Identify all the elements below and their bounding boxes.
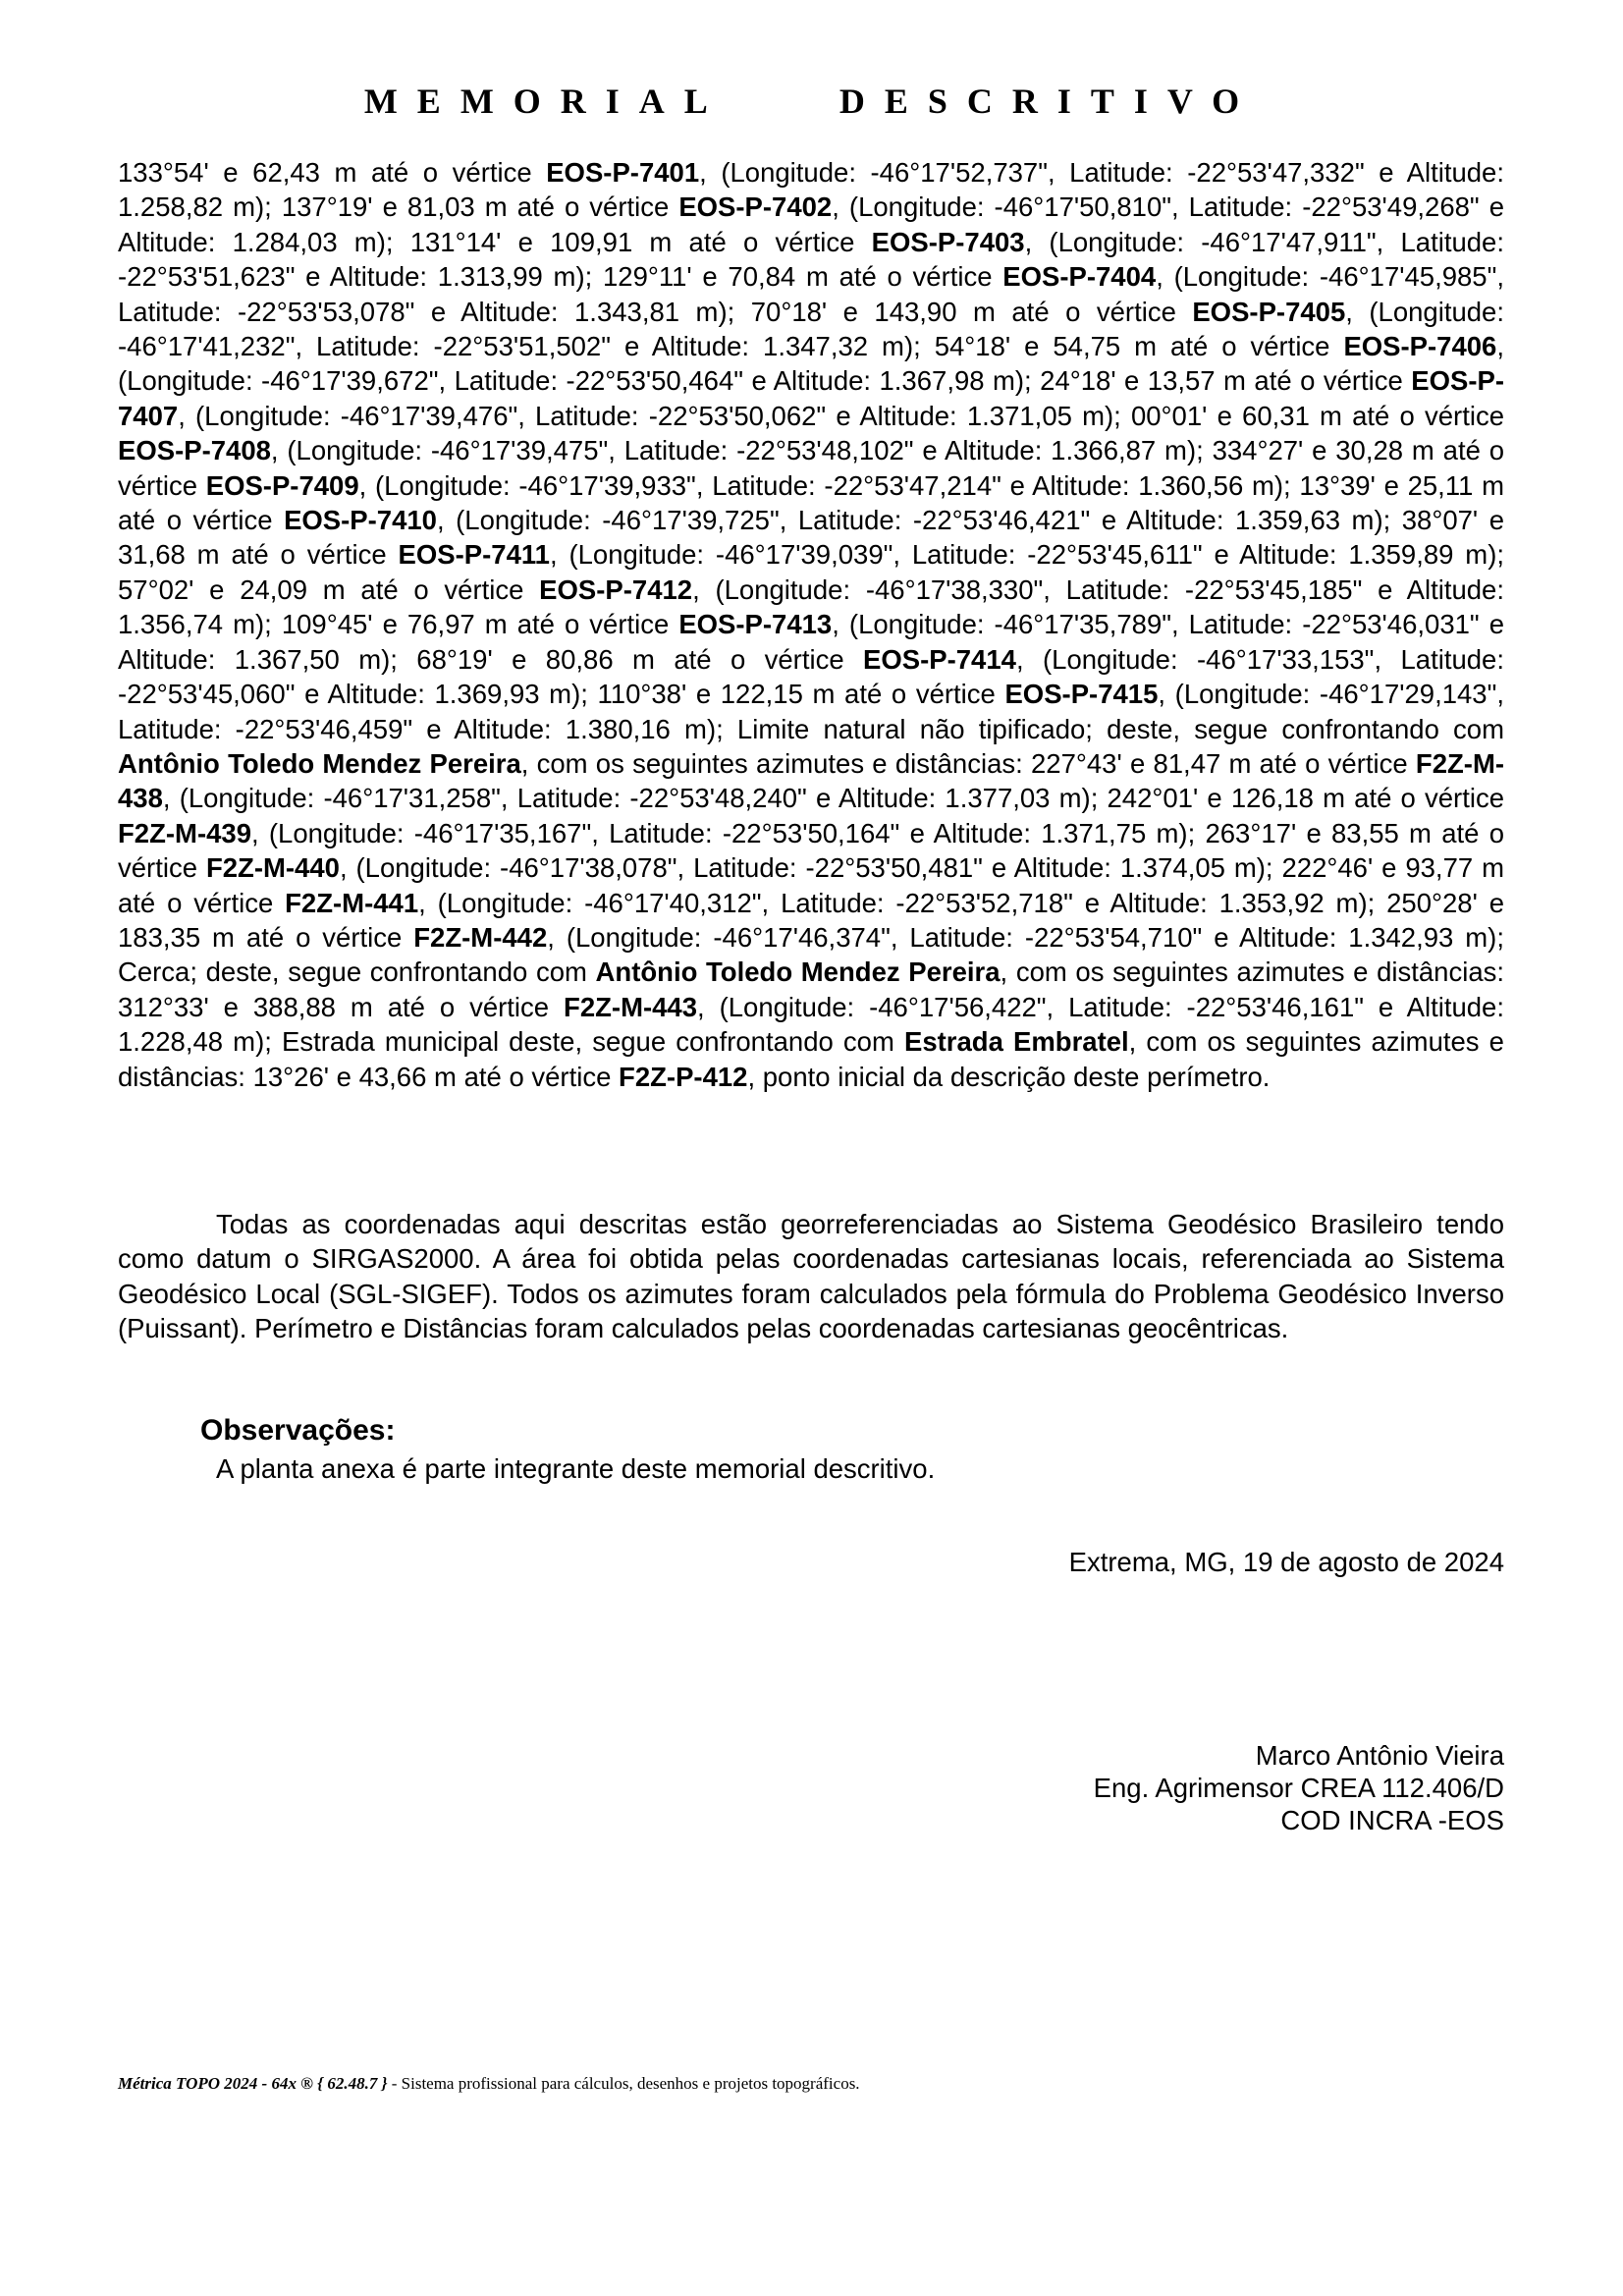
text-run: , (Longitude: -46°17'39,933", Latitude: -22°53'47,214" e Altitude: 1.360,56 m); 13°39' e 25,11 m até o vértice	[118, 469, 1505, 536]
text-run: , (Longitude: -46°17'35,789", Latitude: -22°53'46,031" e Altitude: 1.367,50 m); 68°19' e 80,86 m até o vértice	[118, 609, 1504, 675]
signature-block	[1094, 1739, 1504, 1836]
bold-term: F2Z-M-439	[118, 817, 251, 848]
text-run: , (Longitude: -46°17'33,153", Latitude: -22°53'45,060" e Altitude: 1.369,93 m); 110°38' e 122,15 m até o vértice	[118, 643, 1504, 710]
text-run: , (Longitude: -46°17'38,330", Latitude: -22°53'45,185" e Altitude: 1.356,74 m); 109°45' e 76,97 m até o vértice	[118, 574, 1504, 640]
bold-term: EOS-P-7411	[398, 539, 550, 571]
bold-term: F2Z-M-438	[118, 747, 1505, 814]
bold-term: EOS-P-7412	[539, 574, 693, 605]
text-run: , (Longitude: -46°17'39,672", Latitude: -22°53'50,464" e Altitude: 1.367,98 m); 24°18' e 13,57 m até o vértice	[118, 331, 1504, 397]
text-run: , (Longitude: -46°17'40,312", Latitude: -22°53'52,718" e Altitude: 1.353,92 m); 250°28' e 183,35 m até o vértice	[118, 887, 1504, 953]
bold-term: F2Z-M-443	[564, 991, 698, 1022]
bold-term: EOS-P-7409	[205, 469, 359, 501]
bold-term: Estrada Embratel	[903, 1026, 1129, 1058]
signer-name: Marco Antônio Vieira	[1255, 1740, 1504, 1771]
signer-code: COD INCRA -EOS	[1280, 1805, 1504, 1835]
text-run: , (Longitude: -46°17'39,039", Latitude: -22°53'45,611" e Altitude: 1.359,89 m); 57°02' e 24,09 m até o vértice	[118, 539, 1504, 605]
bold-term: Antônio Toledo Mendez Pereira	[595, 957, 1001, 988]
observations-text: A planta anexa é parte integrante deste memorial descritivo.	[216, 1453, 936, 1484]
text-run: , (Longitude: -46°17'38,078", Latitude: -22°53'50,481" e Altitude: 1.374,05 m); 222°46' e 93,77 m até o vértice	[118, 852, 1505, 918]
footer-text: - Sistema profissional para cálculos, desenhos e projetos topográficos.	[387, 2074, 860, 2093]
perimeter-description	[118, 155, 1504, 1094]
bold-term: F2Z-M-442	[413, 921, 548, 953]
bold-term: EOS-P-7407	[118, 365, 1504, 431]
footer-brand: Métrica TOPO 2024 - 64x ® { 62.48.7 }	[118, 2074, 388, 2093]
bold-term: EOS-P-7401	[546, 157, 700, 188]
text-run: , (Longitude: -46°17'35,167", Latitude: -22°53'50,164" e Altitude: 1.371,75 m); 263°17' e 83,55 m até o vértice	[118, 817, 1504, 884]
bold-term: EOS-P-7408	[118, 435, 271, 466]
observations-heading: Observações:	[200, 1414, 396, 1447]
bold-term: EOS-P-7410	[284, 505, 437, 536]
signer-role: Eng. Agrimensor CREA 112.406/D	[1093, 1773, 1504, 1803]
text-run: , (Longitude: -46°17'50,810", Latitude: -22°53'49,268" e Altitude: 1.284,03 m); 131°14' e 109,91 m até o vértice	[118, 191, 1504, 257]
text-run: , com os seguintes azimutes e distâncias: 13°26' e 43,66 m até o vértice	[118, 1026, 1504, 1092]
text-run: , (Longitude: -46°17'56,422", Latitude: -22°53'46,161" e Altitude: 1.228,48 m); Estrada municipal deste, segue confrontando com	[118, 991, 1504, 1058]
bold-term: F2Z-M-440	[205, 852, 340, 884]
bold-term: EOS-P-7415	[1004, 679, 1159, 710]
bold-term: EOS-P-7406	[1343, 331, 1497, 362]
text-run: , (Longitude: -46°17'46,374", Latitude: -22°53'54,710" e Altitude: 1.342,93 m); Cerca; deste, segue confrontando com	[118, 921, 1504, 988]
bold-term: EOS-P-7413	[678, 609, 833, 640]
document-title: MEMORIAL DESCRITIVO	[363, 82, 1260, 121]
text-run: , com os seguintes azimutes e distâncias: 312°33' e 388,88 m até o vértice	[118, 957, 1504, 1022]
georeference-paragraph: Todas as coordenadas aqui descritas estão georreferenciadas ao Sistema Geodésico Brasileiro tendo como datum o SIRGAS2000. A área foi obtida pelas coordenadas cartesianas locais, referenciada ao Sistema Geodésico Local (SGL-SIGEF). Todos os azimutes foram calculados pela fórmula do Problema Geodésico Inverso (Puissant). Perímetro e Distâncias foram calculados pelas coordenadas cartesianas geocêntricas.	[118, 1209, 1504, 1344]
bold-term: F2Z-M-441	[285, 887, 419, 918]
text-run: , (Longitude: -46°17'31,258", Latitude: -22°53'48,240" e Altitude: 1.377,03 m); 242°01' e 126,18 m até o vértice	[162, 783, 1504, 814]
text-run: , ponto inicial da descrição deste perímetro.	[747, 1061, 1271, 1092]
text-run: , (Longitude: -46°17'29,143", Latitude: -22°53'46,459" e Altitude: 1.380,16 m); Limite natural não tipificado; deste, segue confrontando com	[118, 679, 1505, 744]
bold-term: F2Z-P-412	[619, 1061, 748, 1092]
bold-term: EOS-P-7404	[1002, 261, 1157, 293]
bold-term: EOS-P-7403	[871, 226, 1025, 257]
text-run: , (Longitude: -46°17'41,232", Latitude: -22°53'51,502" e Altitude: 1.347,32 m); 54°18' e 54,75 m até o vértice	[118, 296, 1504, 362]
text-run: , (Longitude: -46°17'45,985", Latitude: -22°53'53,078" e Altitude: 1.343,81 m); 70°18' e 143,90 m até o vértice	[118, 261, 1504, 327]
text-run: , (Longitude: -46°17'39,476", Latitude: -22°53'50,062" e Altitude: 1.371,05 m); 00°01' e 60,31 m até o vértice	[178, 400, 1504, 431]
text-run: 133°54' e 62,43 m até o vértice	[118, 157, 547, 188]
text-run: , (Longitude: -46°17'52,737", Latitude: -22°53'47,332" e Altitude: 1.258,82 m); 137°19' e 81,03 m até o vértice	[118, 157, 1504, 223]
text-run: , com os seguintes azimutes e distâncias: 227°43' e 81,47 m até o vértice	[520, 747, 1416, 779]
software-footer	[118, 2074, 860, 2094]
bold-term: EOS-P-7414	[863, 643, 1016, 675]
text-run: , (Longitude: -46°17'47,911", Latitude: -22°53'51,623" e Altitude: 1.313,99 m); 129°11' e 70,84 m até o vértice	[118, 226, 1504, 293]
bold-term: EOS-P-7405	[1192, 296, 1346, 327]
text-run: , (Longitude: -46°17'39,725", Latitude: -22°53'46,421" e Altitude: 1.359,63 m); 38°07' e 31,68 m até o vértice	[118, 505, 1504, 571]
bold-term: EOS-P-7402	[678, 191, 833, 223]
bold-term: Antônio Toledo Mendez Pereira	[118, 747, 521, 779]
text-run: , (Longitude: -46°17'39,475", Latitude: -22°53'48,102" e Altitude: 1.366,87 m); 334°27' e 30,28 m até o vértice	[118, 435, 1504, 501]
place-date: Extrema, MG, 19 de agosto de 2024	[1068, 1547, 1504, 1577]
